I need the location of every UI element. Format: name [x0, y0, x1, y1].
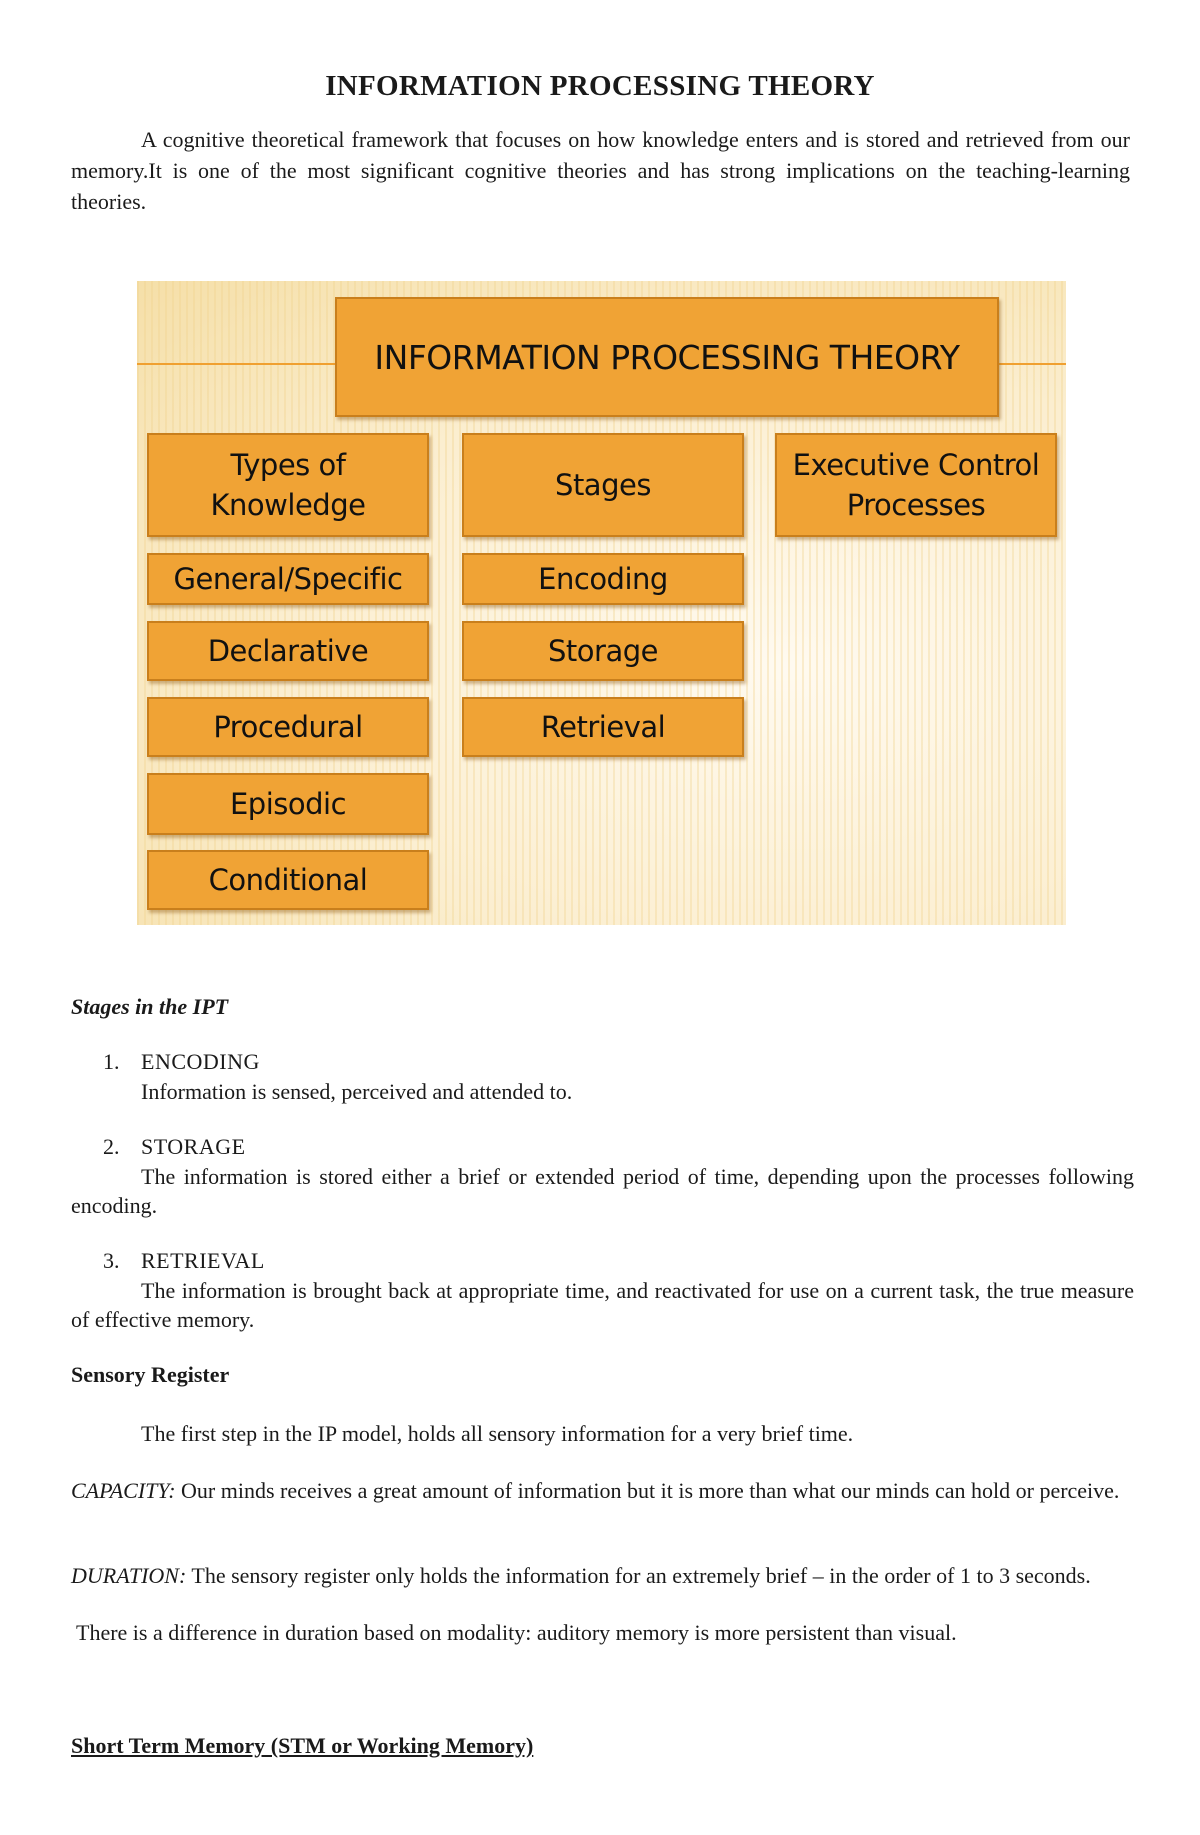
capacity-text: Our minds receives a great amount of information but it is more than what our minds can hold or perceive.	[181, 1478, 1120, 1503]
sensory-register-heading: Sensory Register	[71, 1362, 230, 1387]
stage-item-encoding	[462, 553, 744, 605]
stages-heading: Stages in the IPT	[71, 994, 229, 1019]
stage-desc-retrieval	[71, 1276, 1134, 1334]
knowledge-item-general-specific	[147, 553, 429, 605]
capacity-label: CAPACITY:	[71, 1478, 176, 1503]
stage-item-label: Storage	[548, 634, 658, 668]
document-title: INFORMATION PROCESSING THEORY	[325, 70, 875, 102]
types-header-line2: Knowledge	[210, 488, 366, 522]
stage-desc-encoding	[71, 1077, 1134, 1106]
stages-header-label: Stages	[555, 468, 651, 502]
intro-paragraph	[71, 124, 1130, 217]
knowledge-item-label: Conditional	[208, 863, 368, 897]
knowledge-item-declarative	[147, 621, 429, 681]
modality-text: There is a difference in duration based on modality: auditory memory is more persistent than visual.	[76, 1620, 957, 1645]
stage-number: 3.	[103, 1248, 120, 1273]
sensory-intro	[71, 1419, 1134, 1448]
executive-header-line2: Processes	[846, 488, 986, 522]
stage-number: 1.	[103, 1049, 120, 1074]
knowledge-item-label: Declarative	[207, 634, 369, 668]
stage-desc-text: The information is stored either a brief or extended period of time, depending upon the processes following encoding.	[71, 1164, 1134, 1218]
knowledge-item-episodic	[147, 773, 429, 835]
stage-item-label: Encoding	[538, 562, 668, 596]
diagram-title: INFORMATION PROCESSING THEORY	[374, 337, 960, 377]
stage-desc-storage	[71, 1162, 1134, 1220]
stage-number: 2.	[103, 1134, 120, 1159]
stm-heading: Short Term Memory (STM or Working Memory)	[71, 1733, 534, 1758]
knowledge-item-label: Episodic	[229, 787, 347, 821]
stage-item-retrieval	[462, 697, 744, 757]
ipt-diagram	[137, 281, 1066, 925]
stages-header	[462, 433, 744, 537]
stage-name-storage: STORAGE	[141, 1134, 246, 1159]
stage-name-retrieval: RETRIEVAL	[141, 1248, 265, 1273]
executive-control-header	[775, 433, 1057, 537]
stage-desc-text: Information is sensed, perceived and attended to.	[141, 1079, 573, 1104]
executive-header-line1: Executive Control	[792, 448, 1040, 482]
connector-line-right	[997, 363, 1066, 365]
stage-name-encoding: ENCODING	[141, 1049, 260, 1074]
modality-paragraph	[76, 1618, 1134, 1647]
types-header-line1: Types of	[230, 448, 346, 482]
knowledge-item-conditional	[147, 850, 429, 910]
stage-item-label: Retrieval	[540, 710, 666, 744]
intro-text: A cognitive theoretical framework that focuses on how knowledge enters and is stored and retrieved from our memory.It is one of the most significant cognitive theories and has strong implications on the teaching-learning theories.	[71, 127, 1130, 214]
stage-item-storage	[462, 621, 744, 681]
stage-desc-text: The information is brought back at appropriate time, and reactivated for use on a current task, the true measure of effective memory.	[71, 1278, 1134, 1332]
connector-line-left	[137, 363, 337, 365]
diagram-title-box	[335, 297, 999, 417]
capacity-paragraph	[71, 1476, 1134, 1505]
knowledge-item-procedural	[147, 697, 429, 757]
sensory-intro-text: The first step in the IP model, holds all sensory information for a very brief time.	[141, 1421, 854, 1446]
knowledge-item-label: General/Specific	[173, 562, 403, 596]
knowledge-item-label: Procedural	[213, 710, 363, 744]
types-of-knowledge-header	[147, 433, 429, 537]
duration-label: DURATION:	[71, 1563, 187, 1588]
duration-paragraph	[71, 1561, 1134, 1590]
duration-text: The sensory register only holds the information for an extremely brief – in the order of 1 to 3 seconds.	[191, 1563, 1091, 1588]
